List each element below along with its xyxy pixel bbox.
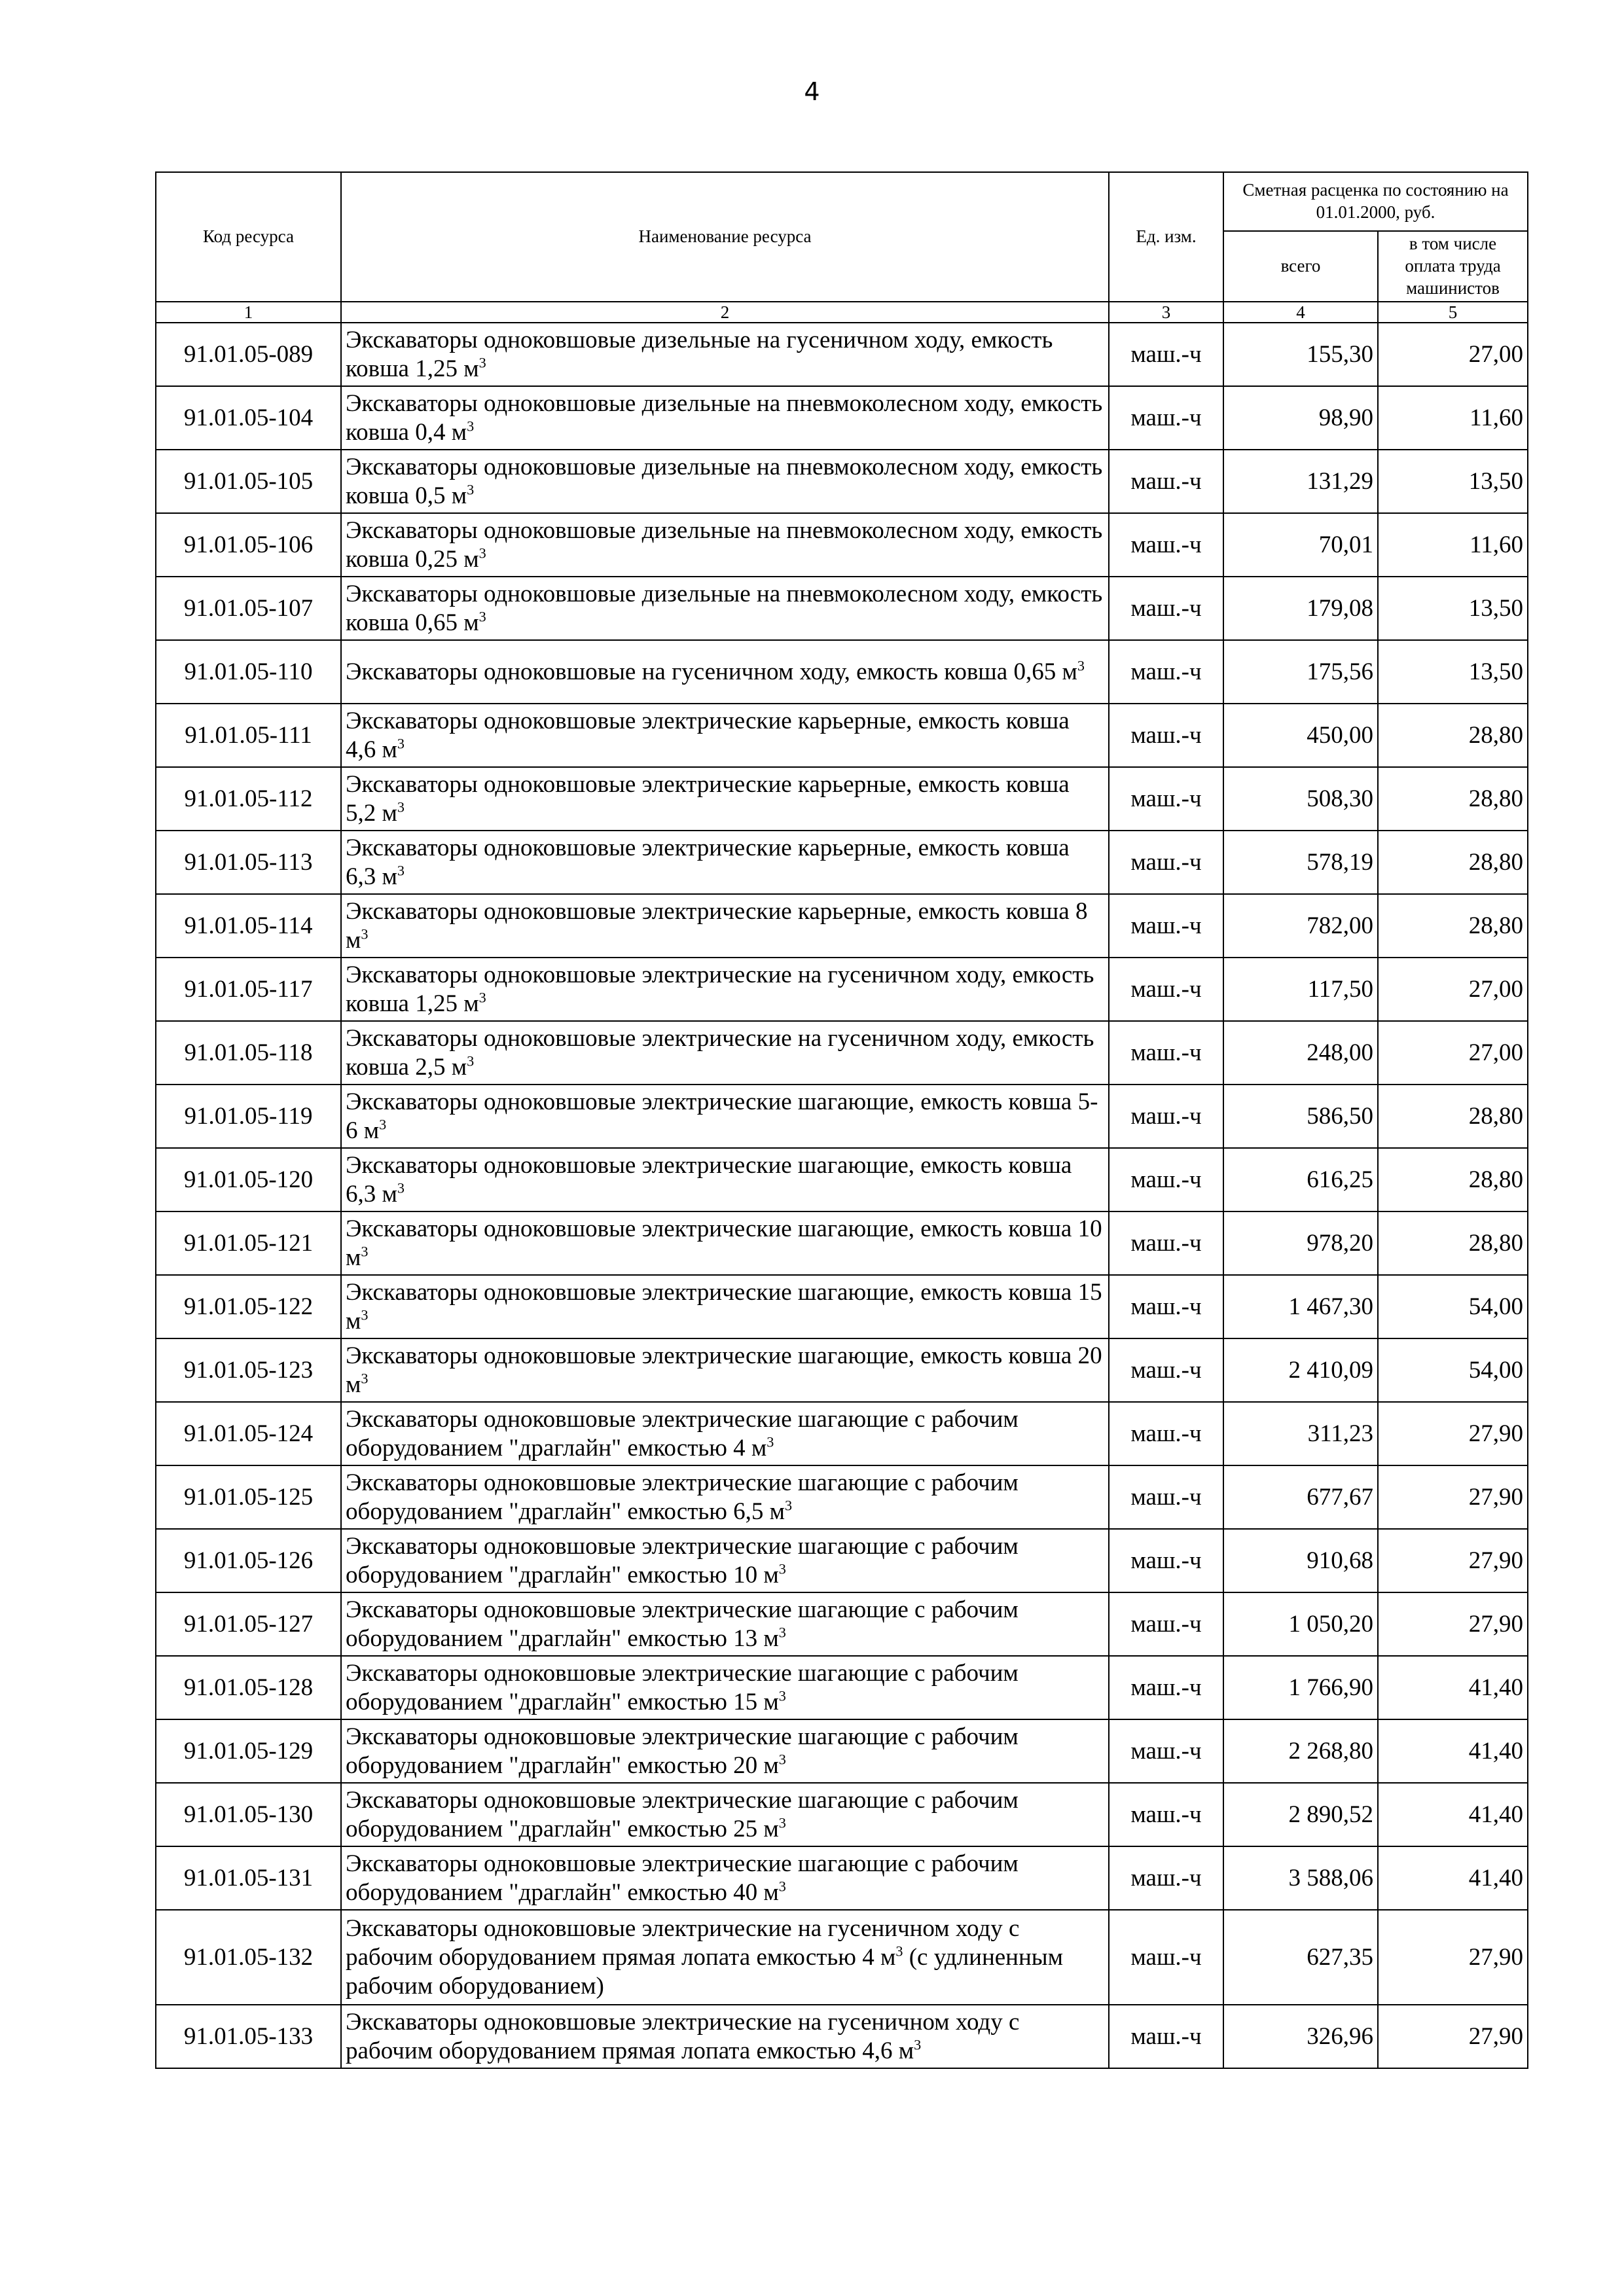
unit-exponent: 3 (397, 798, 405, 816)
table-row (156, 767, 1528, 831)
header-unit: Ед. изм. (1109, 172, 1223, 302)
resource-name (341, 1783, 1109, 1846)
header-wage: в том числе оплата труда машинистов (1378, 231, 1528, 302)
price-total: 508,30 (1223, 767, 1378, 831)
resource-name-text: Экскаваторы одноковшовые электрические на гусеничном ходу с рабочим оборудованием прямая лопата емкостью 4 м (346, 1914, 1020, 1971)
unit-exponent: 3 (467, 1052, 475, 1069)
unit-exponent: 3 (1077, 657, 1085, 674)
resource-name (341, 1719, 1109, 1783)
unit: маш.-ч (1109, 450, 1223, 513)
resource-code: 91.01.05-122 (156, 1275, 341, 1338)
resource-name-text: Экскаваторы одноковшовые электрические шагающие, емкость ковша 5-6 м (346, 1088, 1098, 1144)
price-total: 98,90 (1223, 386, 1378, 450)
resource-code: 91.01.05-128 (156, 1656, 341, 1719)
price-wage: 27,00 (1378, 1021, 1528, 1085)
price-total: 586,50 (1223, 1085, 1378, 1148)
price-total: 978,20 (1223, 1211, 1378, 1275)
unit-exponent: 3 (397, 1179, 405, 1196)
resource-name (341, 1465, 1109, 1529)
price-wage: 27,00 (1378, 958, 1528, 1021)
price-total: 2 268,80 (1223, 1719, 1378, 1783)
table-row (156, 894, 1528, 958)
resource-name (341, 1846, 1109, 1910)
resource-code: 91.01.05-132 (156, 1910, 341, 2005)
resource-name (341, 1592, 1109, 1656)
resource-name-text: Экскаваторы одноковшовые электрические шагающие с рабочим оборудованием "драглайн" емкостью 25 м (346, 1786, 1019, 1842)
unit-exponent: 3 (361, 1370, 369, 1387)
price-wage: 41,40 (1378, 1719, 1528, 1783)
unit: маш.-ч (1109, 1846, 1223, 1910)
price-wage: 13,50 (1378, 640, 1528, 704)
header-row-top (156, 172, 1528, 231)
price-total: 3 588,06 (1223, 1846, 1378, 1910)
resource-name-text: Экскаваторы одноковшовые дизельные на пневмоколесном ходу, емкость ковша 0,25 м (346, 516, 1103, 573)
resource-code: 91.01.05-114 (156, 894, 341, 958)
price-wage: 13,50 (1378, 450, 1528, 513)
price-total: 450,00 (1223, 704, 1378, 767)
resource-name-text: Экскаваторы одноковшовые электрические шагающие, емкость ковша 15 м (346, 1278, 1102, 1335)
resource-name (341, 1402, 1109, 1465)
price-wage: 28,80 (1378, 1211, 1528, 1275)
page-number: 4 (804, 77, 820, 106)
price-total: 117,50 (1223, 958, 1378, 1021)
unit: маш.-ч (1109, 640, 1223, 704)
price-wage: 27,90 (1378, 2005, 1528, 2068)
resource-name (341, 1338, 1109, 1402)
unit: маш.-ч (1109, 1148, 1223, 1211)
price-total: 578,19 (1223, 831, 1378, 894)
price-wage: 27,90 (1378, 1402, 1528, 1465)
price-total: 782,00 (1223, 894, 1378, 958)
price-total: 70,01 (1223, 513, 1378, 577)
unit: маш.-ч (1109, 894, 1223, 958)
price-wage: 41,40 (1378, 1656, 1528, 1719)
unit: маш.-ч (1109, 704, 1223, 767)
table-row (156, 1719, 1528, 1783)
resource-code: 91.01.05-118 (156, 1021, 341, 1085)
price-wage: 28,80 (1378, 1085, 1528, 1148)
unit-exponent: 3 (778, 1687, 786, 1704)
table-row (156, 513, 1528, 577)
unit-exponent: 3 (397, 862, 405, 879)
resource-name (341, 1275, 1109, 1338)
price-total: 627,35 (1223, 1910, 1378, 2005)
header-name: Наименование ресурса (341, 172, 1109, 302)
unit-exponent: 3 (361, 1306, 369, 1323)
price-wage: 13,50 (1378, 577, 1528, 640)
unit: маш.-ч (1109, 1719, 1223, 1783)
price-total: 1 766,90 (1223, 1656, 1378, 1719)
resource-name-text: Экскаваторы одноковшовые электрические шагающие, емкость ковша 10 м (346, 1215, 1102, 1271)
resource-name-text: Экскаваторы одноковшовые электрические карьерные, емкость ковша 6,3 м (346, 834, 1070, 890)
unit: маш.-ч (1109, 767, 1223, 831)
price-total: 1 467,30 (1223, 1275, 1378, 1338)
price-total: 179,08 (1223, 577, 1378, 640)
price-total: 677,67 (1223, 1465, 1378, 1529)
unit-exponent: 3 (478, 354, 486, 371)
resource-name-text: Экскаваторы одноковшовые электрические на гусеничном ходу с рабочим оборудованием прямая лопата емкостью 4,6 м (346, 2008, 1020, 2064)
unit: маш.-ч (1109, 831, 1223, 894)
resource-code: 91.01.05-127 (156, 1592, 341, 1656)
resource-code: 91.01.05-121 (156, 1211, 341, 1275)
table-row (156, 386, 1528, 450)
resource-code: 91.01.05-129 (156, 1719, 341, 1783)
resource-code: 91.01.05-117 (156, 958, 341, 1021)
resource-table (155, 171, 1528, 2069)
resource-name-text: Экскаваторы одноковшовые электрические шагающие, емкость ковша 20 м (346, 1342, 1102, 1398)
resource-name (341, 323, 1109, 386)
price-wage: 27,00 (1378, 323, 1528, 386)
resource-name (341, 1085, 1109, 1148)
unit: маш.-ч (1109, 1465, 1223, 1529)
price-total: 616,25 (1223, 1148, 1378, 1211)
table-row (156, 1529, 1528, 1592)
price-wage: 41,40 (1378, 1783, 1528, 1846)
price-wage: 27,90 (1378, 1592, 1528, 1656)
table-row (156, 640, 1528, 704)
resource-name-text: Экскаваторы одноковшовые электрические карьерные, емкость ковша 8 м (346, 897, 1088, 954)
price-total: 155,30 (1223, 323, 1378, 386)
unit: маш.-ч (1109, 1592, 1223, 1656)
table-row (156, 958, 1528, 1021)
table-row (156, 831, 1528, 894)
price-wage: 27,90 (1378, 1465, 1528, 1529)
price-wage: 28,80 (1378, 1148, 1528, 1211)
resource-code: 91.01.05-110 (156, 640, 341, 704)
price-wage: 41,40 (1378, 1846, 1528, 1910)
resource-name (341, 1211, 1109, 1275)
resource-name (341, 1021, 1109, 1085)
unit: маш.-ч (1109, 323, 1223, 386)
resource-name (341, 386, 1109, 450)
price-wage: 54,00 (1378, 1338, 1528, 1402)
resource-name (341, 513, 1109, 577)
unit-exponent: 3 (778, 1814, 786, 1831)
table-row (156, 1910, 1528, 2005)
resource-name-text: Экскаваторы одноковшовые электрические карьерные, емкость ковша 4,6 м (346, 707, 1070, 763)
table-row (156, 1465, 1528, 1529)
unit-exponent: 3 (478, 545, 486, 562)
resource-name-text: Экскаваторы одноковшовые электрические шагающие, емкость ковша 6,3 м (346, 1151, 1072, 1208)
column-number: 3 (1109, 302, 1223, 323)
resource-code: 91.01.05-123 (156, 1338, 341, 1402)
table-row (156, 1592, 1528, 1656)
resource-name (341, 1656, 1109, 1719)
resource-code: 91.01.05-131 (156, 1846, 341, 1910)
table-row (156, 577, 1528, 640)
resource-name-text: Экскаваторы одноковшовые дизельные на пневмоколесном ходу, емкость ковша 0,65 м (346, 580, 1103, 636)
resource-name (341, 831, 1109, 894)
table-row (156, 2005, 1528, 2068)
unit: маш.-ч (1109, 1656, 1223, 1719)
resource-name (341, 958, 1109, 1021)
unit-exponent: 3 (785, 1497, 793, 1514)
resource-name-text: Экскаваторы одноковшовые дизельные на гусеничном ходу, емкость ковша 1,25 м (346, 326, 1053, 382)
resource-code: 91.01.05-119 (156, 1085, 341, 1148)
price-total: 248,00 (1223, 1021, 1378, 1085)
resource-name (341, 894, 1109, 958)
resource-name (341, 1910, 1109, 2005)
table-row (156, 1656, 1528, 1719)
price-wage: 28,80 (1378, 767, 1528, 831)
unit: маш.-ч (1109, 2005, 1223, 2068)
unit: маш.-ч (1109, 958, 1223, 1021)
resource-code: 91.01.05-130 (156, 1783, 341, 1846)
resource-code: 91.01.05-120 (156, 1148, 341, 1211)
table-row (156, 1275, 1528, 1338)
resource-name-text: Экскаваторы одноковшовые дизельные на пневмоколесном ходу, емкость ковша 0,4 м (346, 389, 1103, 446)
table-row (156, 450, 1528, 513)
price-wage: 27,90 (1378, 1910, 1528, 2005)
column-number: 4 (1223, 302, 1378, 323)
unit-exponent: 3 (397, 735, 405, 752)
table-row (156, 1021, 1528, 1085)
resource-name (341, 577, 1109, 640)
unit-exponent: 3 (478, 608, 486, 625)
unit: маш.-ч (1109, 1338, 1223, 1402)
resource-name-text: Экскаваторы одноковшовые электрические шагающие с рабочим оборудованием "драглайн" емкостью 6,5 м (346, 1469, 1019, 1525)
resource-name (341, 1529, 1109, 1592)
unit: маш.-ч (1109, 386, 1223, 450)
unit-exponent: 3 (467, 418, 475, 435)
resource-name (341, 767, 1109, 831)
unit-exponent: 3 (895, 1943, 903, 1960)
resource-name-text: Экскаваторы одноковшовые электрические шагающие с рабочим оборудованием "драглайн" емкостью 10 м (346, 1532, 1019, 1588)
unit-exponent: 3 (478, 989, 486, 1006)
resource-code: 91.01.05-133 (156, 2005, 341, 2068)
table-row (156, 1846, 1528, 1910)
price-total: 910,68 (1223, 1529, 1378, 1592)
table-row (156, 1148, 1528, 1211)
resource-code: 91.01.05-126 (156, 1529, 341, 1592)
price-total: 131,29 (1223, 450, 1378, 513)
unit-exponent: 3 (467, 481, 475, 498)
unit: маш.-ч (1109, 1910, 1223, 2005)
column-number: 1 (156, 302, 341, 323)
resource-code: 91.01.05-111 (156, 704, 341, 767)
unit-exponent: 3 (778, 1751, 786, 1768)
table-body (156, 323, 1528, 2068)
unit: маш.-ч (1109, 1211, 1223, 1275)
resource-name-text: Экскаваторы одноковшовые электрические на гусеничном ходу, емкость ковша 2,5 м (346, 1024, 1094, 1081)
resource-name-text: Экскаваторы одноковшовые электрические на гусеничном ходу, емкость ковша 1,25 м (346, 961, 1094, 1017)
resource-code: 91.01.05-125 (156, 1465, 341, 1529)
resource-code: 91.01.05-106 (156, 513, 341, 577)
resource-code: 91.01.05-124 (156, 1402, 341, 1465)
price-wage: 11,60 (1378, 386, 1528, 450)
resource-name-tail: (с удлиненным рабочим оборудованием) (346, 1943, 1064, 2000)
price-total: 1 050,20 (1223, 1592, 1378, 1656)
unit-exponent: 3 (778, 1624, 786, 1641)
resource-code: 91.01.05-107 (156, 577, 341, 640)
table-row (156, 323, 1528, 386)
resource-name (341, 640, 1109, 704)
resource-name-text: Экскаваторы одноковшовые электрические шагающие с рабочим оборудованием "драглайн" емкостью 4 м (346, 1405, 1019, 1462)
resource-name (341, 2005, 1109, 2068)
price-total: 175,56 (1223, 640, 1378, 704)
price-wage: 54,00 (1378, 1275, 1528, 1338)
resource-name-text: Экскаваторы одноковшовые электрические карьерные, емкость ковша 5,2 м (346, 770, 1070, 827)
table-row (156, 1783, 1528, 1846)
unit: маш.-ч (1109, 1085, 1223, 1148)
price-total: 2 410,09 (1223, 1338, 1378, 1402)
unit-exponent: 3 (778, 1878, 786, 1895)
price-total: 326,96 (1223, 2005, 1378, 2068)
table-row (156, 1338, 1528, 1402)
table-row (156, 1402, 1528, 1465)
resource-code: 91.01.05-089 (156, 323, 341, 386)
header-price-group: Сметная расценка по состоянию на 01.01.2000, руб. (1223, 172, 1528, 231)
resource-code: 91.01.05-105 (156, 450, 341, 513)
column-number-row (156, 302, 1528, 323)
resource-name-text: Экскаваторы одноковшовые электрические шагающие с рабочим оборудованием "драглайн" емкостью 20 м (346, 1723, 1019, 1779)
resource-name-text: Экскаваторы одноковшовые электрические шагающие с рабочим оборудованием "драглайн" емкостью 13 м (346, 1596, 1019, 1652)
unit-exponent: 3 (379, 1116, 387, 1133)
unit: маш.-ч (1109, 1021, 1223, 1085)
table-row (156, 1085, 1528, 1148)
price-wage: 11,60 (1378, 513, 1528, 577)
unit-exponent: 3 (361, 1243, 369, 1260)
unit-exponent: 3 (767, 1433, 774, 1450)
unit: маш.-ч (1109, 513, 1223, 577)
price-wage: 27,90 (1378, 1529, 1528, 1592)
resource-name (341, 704, 1109, 767)
table-row (156, 1211, 1528, 1275)
resource-name-text: Экскаваторы одноковшовые электрические шагающие с рабочим оборудованием "драглайн" емкостью 40 м (346, 1850, 1019, 1906)
unit: маш.-ч (1109, 1402, 1223, 1465)
unit-exponent: 3 (361, 925, 369, 942)
column-number: 5 (1378, 302, 1528, 323)
resource-name-text: Экскаваторы одноковшовые дизельные на пневмоколесном ходу, емкость ковша 0,5 м (346, 453, 1103, 509)
unit: маш.-ч (1109, 1529, 1223, 1592)
resource-name (341, 1148, 1109, 1211)
resource-code: 91.01.05-113 (156, 831, 341, 894)
resource-code: 91.01.05-104 (156, 386, 341, 450)
table-row (156, 704, 1528, 767)
unit-exponent: 3 (914, 2036, 922, 2053)
resource-name-text: Экскаваторы одноковшовые на гусеничном ходу, емкость ковша 0,65 м (346, 658, 1077, 685)
resource-name-text: Экскаваторы одноковшовые электрические шагающие с рабочим оборудованием "драглайн" емкостью 15 м (346, 1659, 1019, 1715)
unit-exponent: 3 (778, 1560, 786, 1577)
price-total: 2 890,52 (1223, 1783, 1378, 1846)
header-code: Код ресурса (156, 172, 341, 302)
resource-name (341, 450, 1109, 513)
price-wage: 28,80 (1378, 704, 1528, 767)
price-wage: 28,80 (1378, 894, 1528, 958)
price-wage: 28,80 (1378, 831, 1528, 894)
column-number: 2 (341, 302, 1109, 323)
header-total: всего (1223, 231, 1378, 302)
unit: маш.-ч (1109, 577, 1223, 640)
unit: маш.-ч (1109, 1783, 1223, 1846)
unit: маш.-ч (1109, 1275, 1223, 1338)
price-total: 311,23 (1223, 1402, 1378, 1465)
resource-code: 91.01.05-112 (156, 767, 341, 831)
